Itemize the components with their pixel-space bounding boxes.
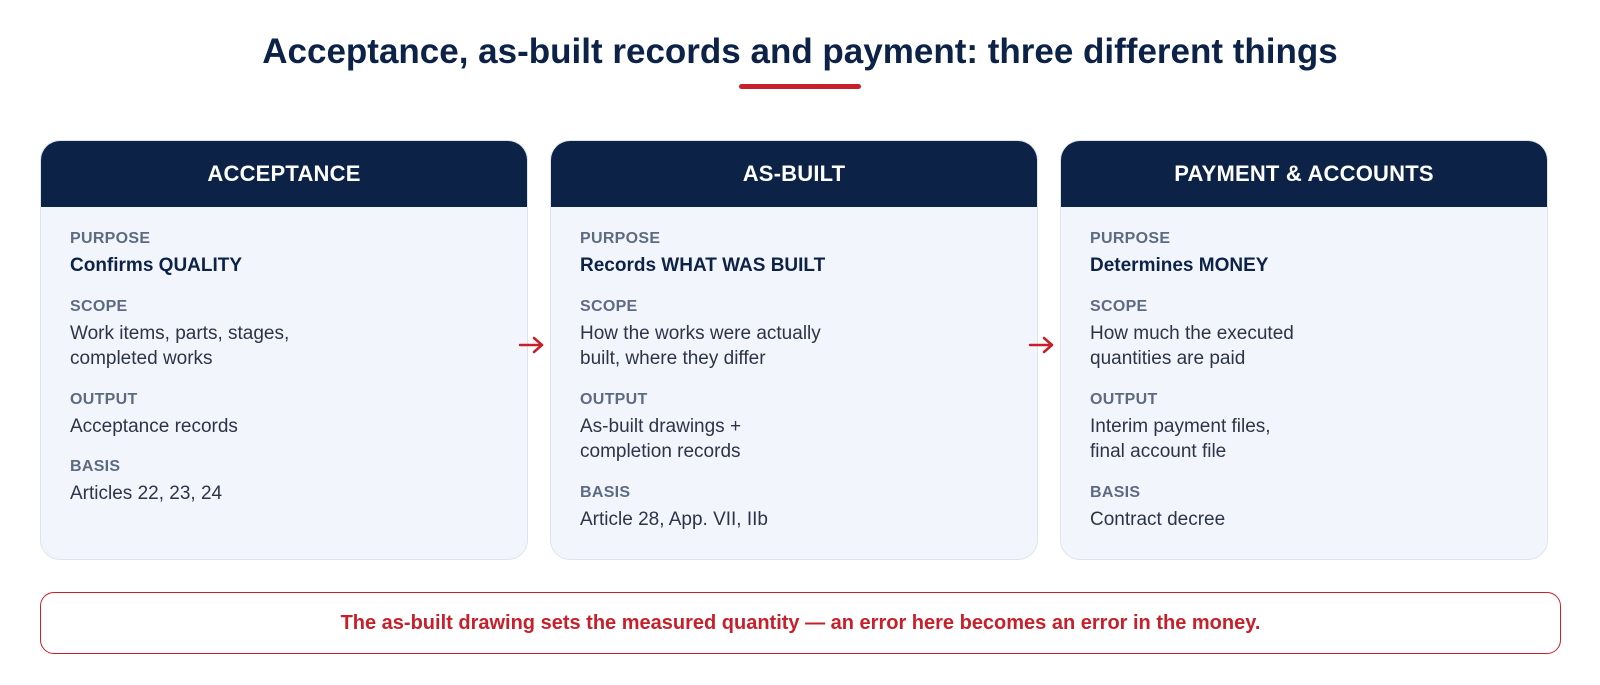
output-value: Acceptance records	[70, 415, 238, 437]
output-field	[70, 390, 498, 440]
card-acceptance	[40, 140, 528, 560]
title-underline	[739, 84, 861, 89]
arrow-right-icon	[1029, 335, 1055, 355]
card-header: PAYMENT & ACCOUNTS	[1061, 141, 1547, 207]
scope-label: SCOPE	[70, 297, 128, 315]
scope-value: Work items, parts, stages, completed works	[70, 322, 290, 369]
purpose-value: Determines MONEY	[1090, 255, 1269, 276]
output-label: OUTPUT	[70, 390, 138, 408]
output-field	[1090, 390, 1518, 465]
scope-value: How the works were actually built, where they differ	[580, 322, 821, 369]
card-header: ACCEPTANCE	[41, 141, 527, 207]
warning-note: The as-built drawing sets the measured quantity — an error here becomes an error in the money.	[40, 592, 1561, 654]
basis-field	[70, 457, 498, 507]
purpose-value: Records WHAT WAS BUILT	[580, 255, 826, 276]
basis-value: Articles 22, 23, 24	[70, 483, 223, 504]
purpose-label: PURPOSE	[1090, 230, 1171, 247]
output-label: OUTPUT	[580, 390, 648, 408]
basis-label: BASIS	[70, 458, 121, 475]
scope-field	[580, 297, 1008, 372]
scope-label: SCOPE	[580, 297, 638, 315]
scope-field	[1090, 297, 1518, 372]
card-header: AS-BUILT	[551, 141, 1037, 207]
purpose-value: Confirms QUALITY	[70, 255, 243, 276]
output-value: Interim payment files, final account file	[1090, 415, 1271, 462]
output-label: OUTPUT	[1090, 390, 1158, 408]
purpose-field	[580, 229, 1008, 279]
purpose-field	[1090, 229, 1518, 279]
card-as-built	[550, 140, 1038, 560]
basis-label: BASIS	[1090, 483, 1141, 501]
scope-label: SCOPE	[1090, 297, 1148, 315]
output-value: As-built drawings + completion records	[580, 415, 742, 462]
page-title: Acceptance, as-built records and payment: three different things	[262, 32, 1338, 71]
basis-label: BASIS	[580, 483, 631, 501]
scope-field	[70, 297, 498, 372]
purpose-label: PURPOSE	[580, 230, 661, 247]
output-field	[580, 390, 1008, 465]
purpose-label: PURPOSE	[70, 230, 151, 247]
basis-value: Contract decree	[1090, 508, 1226, 530]
arrow-right-icon	[519, 335, 545, 355]
basis-field	[1090, 483, 1518, 533]
card-payment-accounts	[1060, 140, 1548, 560]
basis-value: Article 28, App. VII, IIb	[580, 508, 768, 530]
scope-value: How much the executed quantities are paid	[1090, 322, 1294, 369]
purpose-field	[70, 229, 498, 279]
basis-field	[580, 483, 1008, 533]
